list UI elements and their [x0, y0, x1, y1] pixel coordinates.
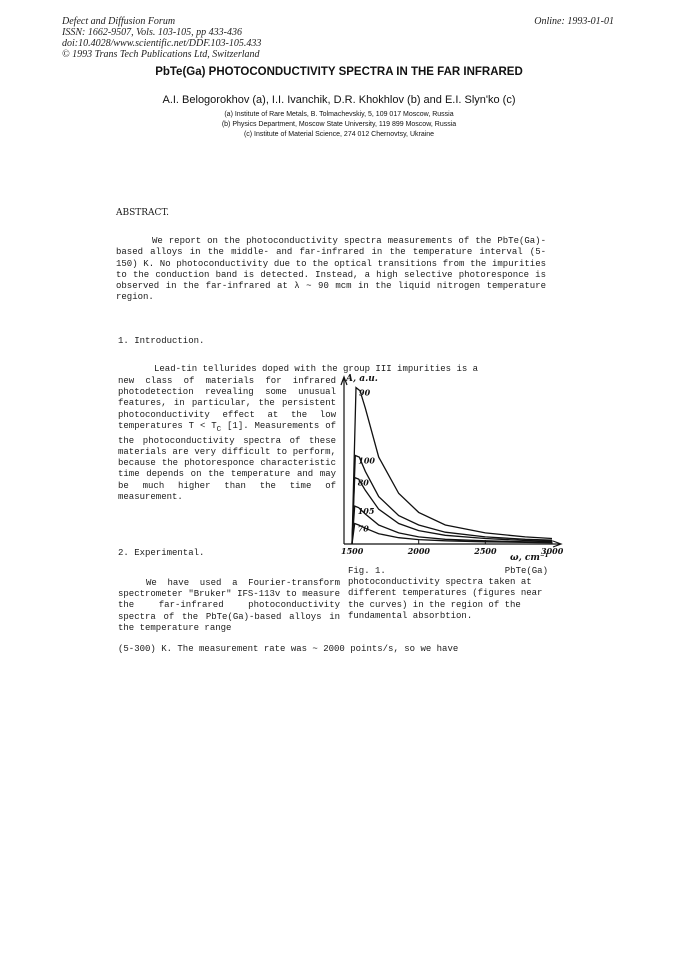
copyright-line: © 1993 Trans Tech Publications Ltd, Switzerland — [62, 49, 260, 60]
experimental-paragraph: We have used a Fourier-transform spectrometer "Bruker" IFS-113v to measure the far-infrared photoconductivity spectra of the PbTe(Ga)-based alloys in the temperature range — [118, 578, 340, 633]
intro-paragraph — [118, 376, 336, 503]
figure-caption — [348, 566, 548, 622]
x-axis-label: ω, cm⁻¹ — [510, 553, 549, 562]
issn-line: ISSN: 1662-9507, Vols. 103-105, pp 433-436 — [62, 27, 242, 38]
paper-title: PbTe(Ga) PHOTOCONDUCTIVITY SPECTRA IN THE FAR INFRARED — [155, 66, 523, 78]
x-tick-label-2500: 2500 — [474, 546, 497, 556]
abstract-heading: ABSTRACT. — [116, 208, 169, 218]
x-tick-label-2000: 2000 — [407, 546, 430, 556]
series-label-70: 70 — [357, 523, 369, 534]
caption-material: PbTe(Ga) — [504, 566, 548, 576]
series-curve-90 — [352, 388, 552, 544]
series-label-105: 105 — [357, 506, 375, 517]
publication-metadata — [62, 16, 261, 60]
abstract-text: We report on the photoconductivity spectra measurements of the PbTe(Ga)-based alloys in the middle- and far-infrared in the temperature interval (5-150) K. No photoconductivity due to the optical transitions from the impurities to the conduction band is detected. Instead, a high selective photoresponce is observed in the far-infrared at λ ~ 90 mcm in the liquid nitrogen temperature region. — [116, 236, 546, 303]
doi-line: doi:10.4028/www.scientific.net/DDF.103-105.433 — [62, 38, 262, 49]
series-curve-100 — [352, 456, 552, 545]
intro-text-1: new class of materials for infrared photodetection revealing some unusual features, in particular, the persistent photoconductivity effect at the low temperatures T < T — [118, 376, 336, 431]
experimental-last-line: (5-300) K. The measurement rate was ~ 2000 points/s, so we have — [118, 644, 459, 654]
y-axis-label: A, a.u. — [346, 374, 378, 384]
intro-text-2: [1]. Measurements of the photoconductivity spectra of these materials are very difficult to perform, because the photoresponce characteristic time depends on the temperature and may be much higher than the time of measurement. — [118, 420, 336, 502]
caption-label: Fig. 1. — [348, 566, 386, 576]
series-label-80: 80 — [357, 477, 369, 488]
experimental-heading: 2. Experimental. — [118, 548, 205, 558]
author-list: A.I. Belogorokhov (a), I.I. Ivanchik, D.R. Khokhlov (b) and E.I. Slyn'ko (c) — [162, 94, 516, 106]
intro-heading: 1. Introduction. — [118, 336, 205, 346]
intro-body — [118, 376, 336, 503]
affiliation-a: (a) Institute of Rare Metals, B. Tolmachevskiy, 5, 109 017 Moscow, Russia — [224, 111, 454, 118]
affiliation-b: (b) Physics Department, Moscow State University, 119 899 Moscow, Russia — [221, 121, 457, 128]
intro-lead-line: Lead-tin tellurides doped with the group III impurities is a — [154, 364, 479, 374]
x-tick-label-1500: 1500 — [341, 546, 364, 556]
experimental-body — [118, 578, 340, 634]
online-date: Online: 1993-01-01 — [534, 16, 614, 27]
affiliations — [0, 110, 678, 140]
series-label-100: 100 — [358, 455, 376, 466]
x-tick-label-3000: 3000 — [541, 546, 564, 556]
caption-text: photoconductivity spectra taken at different temperatures (figures near the curves) in the region of the fundamental absorbtion. — [348, 577, 543, 621]
photoconductivity-chart — [338, 372, 568, 562]
journal-name: Defect and Diffusion Forum — [62, 16, 176, 27]
series-label-90: 90 — [359, 387, 371, 398]
abstract-body — [116, 236, 546, 304]
intro-subscript: C — [216, 425, 222, 434]
affiliation-c: (c) Institute of Material Science, 274 012 Chernovtsy, Ukraine — [243, 131, 435, 138]
